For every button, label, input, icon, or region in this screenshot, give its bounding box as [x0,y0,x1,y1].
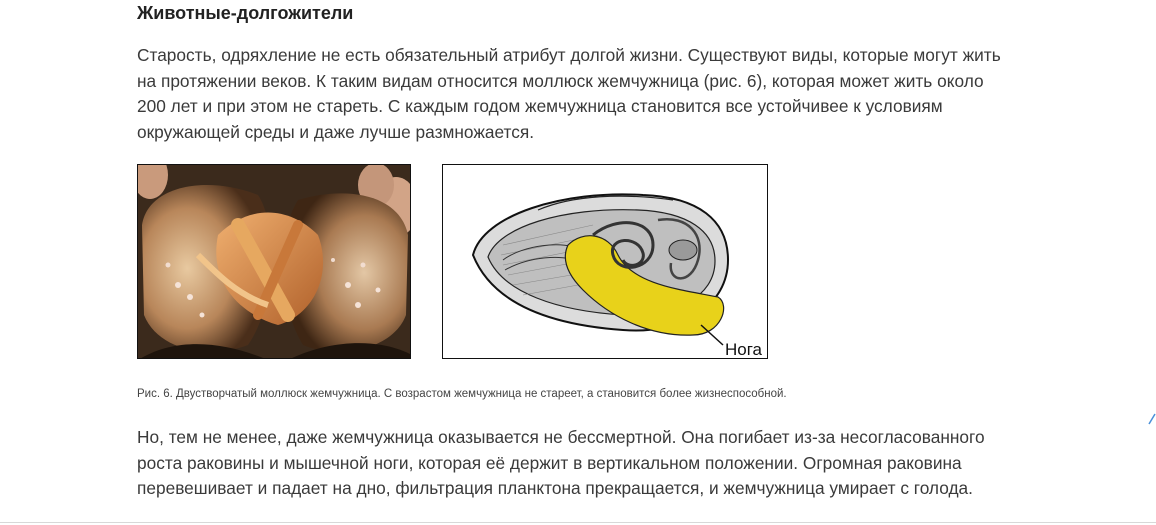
figure-caption: Рис. 6. Двустворчатый моллюск жемчужница. С возрастом жемчужница не стареет, а становится более жизнеспособной. [137,388,787,400]
section-heading: Животные-долгожители [137,3,354,23]
paragraph-conclusion: Но, тем не менее, даже жемчужница оказывается не бессмертной. Она погибает из-за несогласованного роста раковины и мышечной ноги, которая её держит в вертикальном положении. Огромная раковина перевешивает и падает на дно, фильтрация планктона прекращается, и жемчужница умирает с голода. [137,427,985,498]
mussel-anatomy-diagram [442,164,768,359]
mussel-photo [137,164,411,359]
foot-label: Нога [725,340,763,359]
edge-arrow-icon [1148,411,1156,425]
bottom-divider [0,522,1156,523]
paragraph-intro: Старость, одряхление не есть обязательный атрибут долгой жизни. Существуют виды, которые могут жить на протяжении веков. К таким видам относится моллюск жемчужница (рис. 6), которая может жить около 200 лет и при этом не стареть. С каждым годом жемчужница становится все устойчивее к условиям окружающей среды и даже лучше размножается. [137,45,1001,142]
